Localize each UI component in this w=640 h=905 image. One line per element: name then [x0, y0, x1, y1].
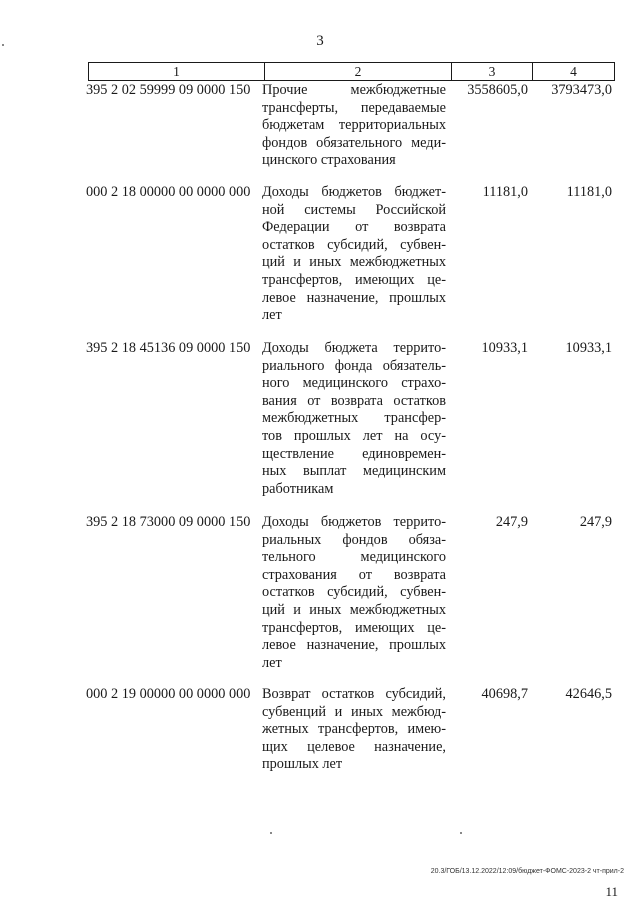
value-col3: 40698,7: [481, 686, 528, 702]
description-line: Федерации от возврата: [262, 219, 446, 236]
description-line: ществление единовремен-: [262, 445, 446, 462]
value-col3: 247,9: [495, 514, 528, 530]
scan-speck: [460, 832, 462, 834]
description-line: ных выплат медицинским: [262, 463, 446, 480]
description-line: лет: [262, 307, 282, 324]
row-description: [262, 82, 446, 170]
column-header-4: 4: [533, 63, 615, 81]
row-description: [262, 514, 446, 672]
column-header-2: 2: [265, 63, 452, 81]
budget-code: 000 2 19 00000 00 0000 000: [86, 686, 251, 702]
description-line: жетных трансфертов, имею-: [262, 721, 446, 738]
budget-code: 395 2 18 45136 09 0000 150: [86, 340, 251, 356]
file-stamp: 20.3/ГОБ/13.12.2022/12:09/бюджет-ФОМС-2023-2 чт-прил-2: [430, 868, 624, 875]
description-line: работникам: [262, 480, 334, 497]
value-col4: 3793473,0: [551, 82, 612, 98]
row-description: [262, 184, 446, 325]
scan-speck: [2, 44, 4, 46]
description-line: Возврат остатков субсидий,: [262, 686, 446, 702]
description-line: левое назначение, прошлых: [262, 637, 446, 654]
description-line: Доходы бюджетов террито-: [262, 514, 446, 530]
page-number: 3: [316, 33, 324, 49]
description-line: тов прошлых лет на осу-: [262, 427, 446, 444]
description-line: Доходы бюджета террито-: [262, 340, 446, 356]
description-line: Доходы бюджетов бюджет-: [262, 184, 446, 200]
description-line: риального фонда обязатель-: [262, 357, 446, 374]
column-header-3: 3: [452, 63, 533, 81]
description-line: ного медицинского страхо-: [262, 375, 446, 392]
description-line: лет: [262, 654, 282, 671]
sheet-number: 11: [605, 884, 618, 899]
description-line: трансферты, передаваемые: [262, 99, 446, 116]
value-col4: 10933,1: [565, 340, 612, 356]
description-line: левое назначение, прошлых: [262, 289, 446, 306]
budget-code: 000 2 18 00000 00 0000 000: [86, 184, 251, 200]
row-description: [262, 340, 446, 498]
description-line: межбюджетных трансфер-: [262, 410, 446, 427]
description-line: ций и иных межбюджетных: [262, 601, 446, 618]
description-line: Прочие межбюджетные: [262, 82, 446, 98]
budget-code: 395 2 18 73000 09 0000 150: [86, 514, 251, 530]
value-col3: 10933,1: [481, 340, 528, 356]
description-line: остатков субсидий, субвен-: [262, 236, 446, 253]
value-col3: 11181,0: [482, 184, 528, 200]
description-line: ной системы Российской: [262, 201, 446, 218]
description-line: фондов обязательного меди-: [262, 134, 446, 151]
description-line: прошлых лет: [262, 756, 343, 773]
budget-code: 395 2 02 59999 09 0000 150: [86, 82, 251, 98]
column-header-1: 1: [89, 63, 265, 81]
scan-speck: [270, 832, 272, 834]
description-line: остатков субсидий, субвен-: [262, 584, 446, 601]
value-col4: 11181,0: [566, 184, 612, 200]
description-line: трансфертов, имеющих це-: [262, 271, 446, 288]
description-line: бюджетам территориальных: [262, 117, 446, 134]
column-header-table: [88, 62, 615, 81]
row-description: [262, 686, 446, 774]
description-line: ций и иных межбюджетных: [262, 254, 446, 271]
description-line: субвенций и иных межбюд-: [262, 703, 446, 720]
value-col3: 3558605,0: [467, 82, 528, 98]
description-line: цинского страхования: [262, 152, 396, 169]
value-col4: 247,9: [579, 514, 612, 530]
description-line: щих целевое назначение,: [262, 738, 446, 755]
description-line: страхования от возврата: [262, 566, 446, 583]
description-line: риальных фондов обяза-: [262, 531, 446, 548]
description-line: тельного медицинского: [262, 549, 446, 566]
description-line: трансфертов, имеющих це-: [262, 619, 446, 636]
value-col4: 42646,5: [565, 686, 612, 702]
description-line: вания от возврата остатков: [262, 392, 446, 409]
